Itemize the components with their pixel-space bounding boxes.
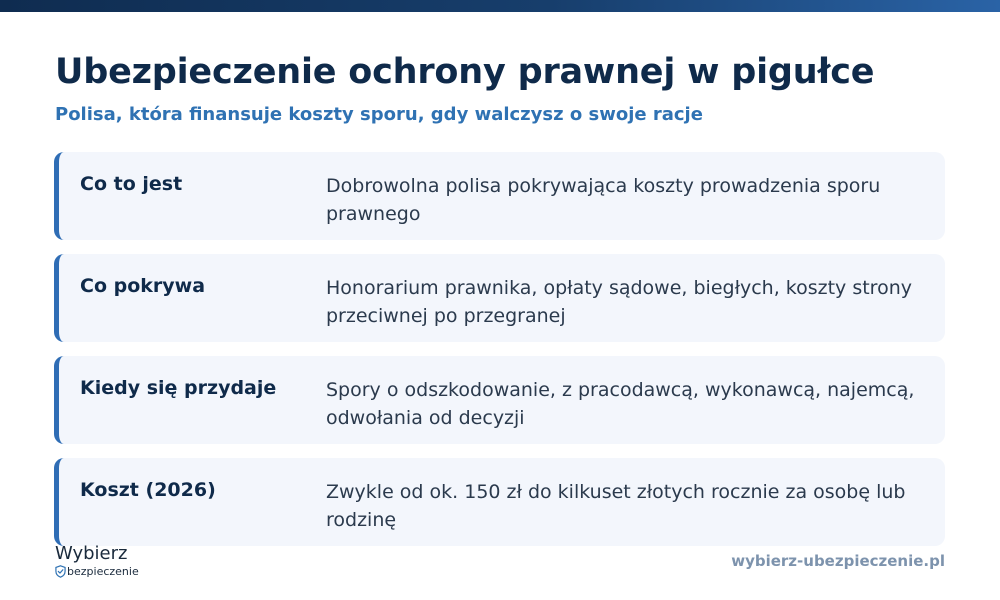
info-row-when-useful [54, 356, 945, 444]
row-value: Dobrowolna polisa pokrywająca koszty prowadzenia sporu prawnego [326, 175, 881, 225]
top-accent-bar [0, 0, 1000, 12]
info-row-coverage [54, 254, 945, 342]
row-label: Co to jest [80, 173, 183, 195]
info-row-cost [54, 458, 945, 546]
row-value: Zwykle od ok. 150 zł do kilkuset złotych rocznie za osobę lub rodzinę [326, 481, 906, 531]
info-row-what-is-it [54, 152, 945, 240]
logo-wordmark: Wybierz [55, 543, 128, 564]
logo-subtext: bezpieczenie [67, 565, 139, 578]
page-subtitle: Polisa, która finansuje koszty sporu, gdy walczysz o swoje racje [55, 104, 703, 125]
row-label: Kiedy się przydaje [80, 377, 277, 399]
logo-subline [55, 565, 139, 578]
footer-url: wybierz-ubezpieczenie.pl [731, 552, 945, 570]
brand-logo [55, 544, 139, 578]
page-title: Ubezpieczenie ochrony prawnej w pigułce [55, 52, 875, 92]
shield-check-icon [55, 565, 66, 578]
info-rows [54, 152, 945, 546]
row-value: Honorarium prawnika, opłaty sądowe, biegłych, koszty strony przeciwnej po przegranej [326, 277, 912, 327]
row-value: Spory o odszkodowanie, z pracodawcą, wykonawcą, najemcą, odwołania od decyzji [326, 379, 915, 429]
row-label: Co pokrywa [80, 275, 206, 297]
row-label: Koszt (2026) [80, 479, 216, 501]
